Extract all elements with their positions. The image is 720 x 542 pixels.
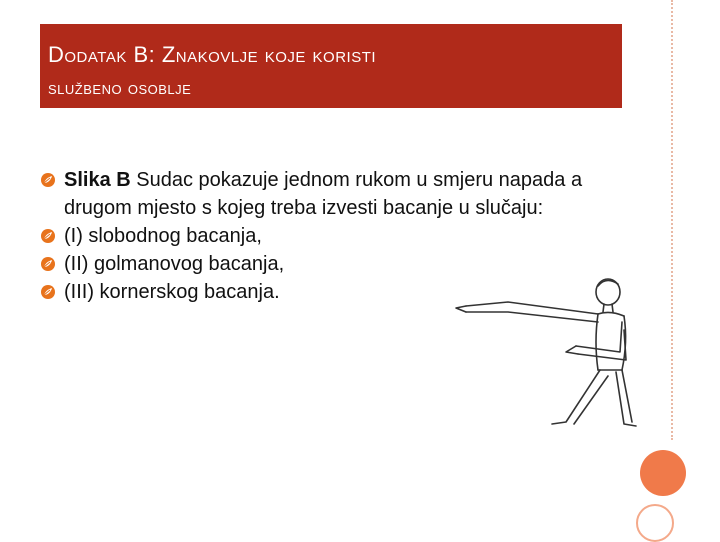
bullet-text: (II) golmanovog bacanja, [64, 253, 285, 275]
leaf-bullet-icon [40, 172, 56, 188]
leaf-bullet-icon [40, 228, 56, 244]
slide-title-line2: službeno osoblje [48, 78, 192, 99]
slide-title-line1: Dodatak B: Znakovlje koje koristi [48, 42, 377, 67]
bullet-text: (III) kornerskog bacanja. [64, 281, 280, 303]
decorative-dotted-line [671, 0, 673, 440]
bullet-text: Sudac pokazuje jednom rukom u smjeru napada a drugom mjesto s kojeg treba izvesti bacanje u slučaju: [64, 169, 583, 219]
bullet-item [40, 166, 600, 222]
title-bar [40, 24, 622, 108]
decorative-ring [636, 504, 674, 542]
bullet-bold-label: Slika B [64, 169, 131, 191]
referee-signal-figure-icon [448, 272, 650, 434]
leaf-bullet-icon [40, 284, 56, 300]
bullet-item [40, 222, 600, 250]
bullet-text: (I) slobodnog bacanja, [64, 225, 262, 247]
leaf-bullet-icon [40, 256, 56, 272]
decorative-circle [640, 450, 686, 496]
